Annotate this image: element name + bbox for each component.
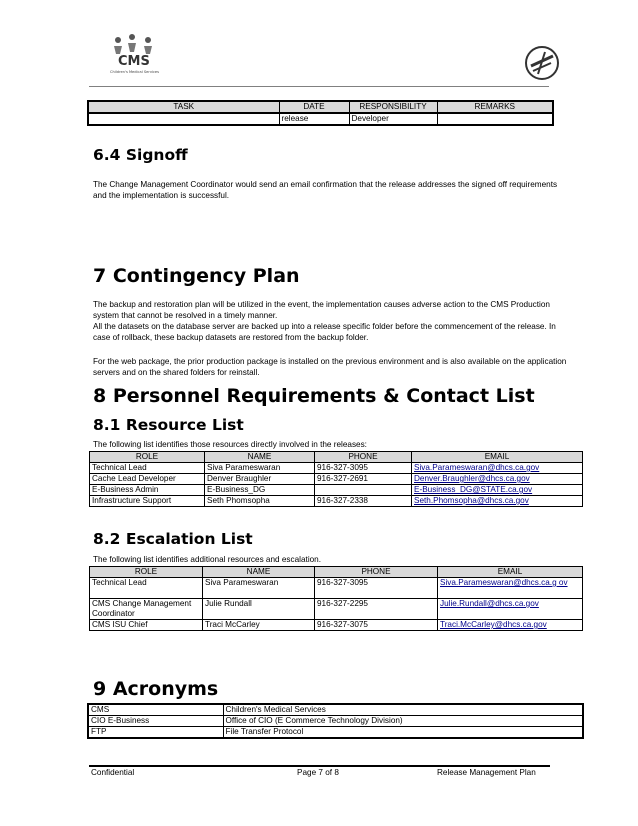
task-col-date: DATE (279, 101, 349, 113)
phone-cell: 916-327-2338 (315, 496, 412, 507)
name-cell: Seth Phomsopha (205, 496, 315, 507)
role-cell: CMS Change Management Coordinator (90, 599, 203, 620)
section-7-para-1: The backup and restoration plan will be utilized in the event, the implementation causes adverse action to the CMS Production system that cannot be resolved in a timely manner. (93, 300, 550, 320)
section-6-4-body: The Change Management Coordinator would send an email confirmation that the release addresses the signed off requirements and the implementation is successful. (93, 180, 558, 200)
name-cell: Traci McCarley (203, 620, 315, 631)
section-7-para-2: All the datasets on the database server are backed up into a release specific folder before the commencement of the release. In case of rollback, these backup datasets are restored from the backup folder. (93, 322, 556, 342)
email-link[interactable]: E-Business_DG@STATE.ca.gov (412, 485, 583, 496)
task-cell (88, 113, 279, 125)
definition-cell: Children's Medical Services (223, 704, 583, 716)
task-table-header (88, 101, 553, 113)
role-cell: Infrastructure Support (90, 496, 205, 507)
header-rule (89, 86, 549, 87)
email-link[interactable]: Siva.Parameswaran@dhcs.ca.gov (412, 463, 583, 474)
section-8-1-intro: The following list identifies those resources directly involved in the releases: (93, 440, 367, 449)
role-cell: Technical Lead (90, 578, 203, 599)
email-link[interactable]: Siva.Parameswaran@dhcs.ca.g ov (438, 578, 583, 599)
cms-logo-text: CMS (118, 54, 150, 69)
section-9-heading: 9 Acronyms (93, 678, 219, 700)
phone-cell: 916-327-2691 (315, 474, 412, 485)
task-col-task: TASK (88, 101, 279, 113)
resource-table-header (90, 452, 583, 463)
section-6-4-heading: 6.4 Signoff (93, 146, 188, 164)
resource-col-name: NAME (205, 452, 315, 463)
role-cell: CMS ISU Chief (90, 620, 203, 631)
section-8-2-intro: The following list identifies additional resources and escalation. (93, 555, 322, 564)
escalation-col-name: NAME (203, 567, 315, 578)
phone-cell: 916-327-3095 (315, 578, 438, 599)
section-8-heading: 8 Personnel Requirements & Contact List (93, 385, 535, 407)
table-row (90, 463, 583, 474)
resource-col-email: EMAIL (412, 452, 583, 463)
acronym-cell: CIO E-Business (88, 716, 223, 727)
cms-logo-graphic (104, 32, 164, 76)
acronym-cell: CMS (88, 704, 223, 716)
task-date-cell: release (279, 113, 349, 125)
table-row (90, 578, 583, 599)
table-row (90, 485, 583, 496)
acronyms-table (87, 703, 584, 739)
section-7-para-3: For the web package, the prior production package is installed on the previous environment and is also available on the application servers and on the shared folders for reinstall. (93, 357, 567, 377)
task-col-remarks: REMARKS (437, 101, 553, 113)
definition-cell: File Transfer Protocol (223, 727, 583, 739)
email-link[interactable]: Seth.Phomsopha@dhcs.ca.gov (412, 496, 583, 507)
table-row (88, 113, 553, 125)
task-col-responsibility: RESPONSIBILITY (349, 101, 437, 113)
footer-rule (89, 765, 550, 767)
email-link[interactable]: Julie.Rundall@dhcs.ca.gov (438, 599, 583, 620)
role-cell: E-Business Admin (90, 485, 205, 496)
resource-col-phone: PHONE (315, 452, 412, 463)
table-row (88, 727, 583, 739)
role-cell: Cache Lead Developer (90, 474, 205, 485)
phone-cell: 916-327-2295 (315, 599, 438, 620)
email-link[interactable]: Traci.McCarley@dhcs.ca.gov (438, 620, 583, 631)
name-cell: Denver Braughler (205, 474, 315, 485)
cms-logo-subtext: Children's Medical Services (110, 70, 160, 74)
escalation-col-email: EMAIL (438, 567, 583, 578)
section-8-2-heading: 8.2 Escalation List (93, 530, 253, 548)
task-table (87, 100, 554, 126)
name-cell: Siva Parameswaran (203, 578, 315, 599)
role-cell: Technical Lead (90, 463, 205, 474)
table-row (90, 599, 583, 620)
escalation-list-table (89, 566, 583, 631)
state-seal-logo (523, 44, 561, 82)
name-cell: Siva Parameswaran (205, 463, 315, 474)
name-cell: E-Business_DG (205, 485, 315, 496)
escalation-table-header (90, 567, 583, 578)
escalation-col-phone: PHONE (315, 567, 438, 578)
email-link[interactable]: Denver.Braughler@dhcs.ca.gov (412, 474, 583, 485)
page-number: Page 7 of 8 (297, 768, 339, 777)
footer-right: Release Management Plan (437, 768, 536, 777)
table-row (90, 620, 583, 631)
task-remarks-cell (437, 113, 553, 125)
footer-left: Confidential (91, 768, 135, 777)
cms-logo (104, 32, 164, 76)
escalation-col-role: ROLE (90, 567, 203, 578)
phone-cell (315, 485, 412, 496)
definition-cell: Office of CIO (E Commerce Technology Division) (223, 716, 583, 727)
table-row (90, 474, 583, 485)
section-8-1-heading: 8.1 Resource List (93, 416, 244, 434)
name-cell: Julie Rundall (203, 599, 315, 620)
resource-list-table (89, 451, 583, 507)
table-row (90, 496, 583, 507)
acronym-cell: FTP (88, 727, 223, 739)
phone-cell: 916-327-3075 (315, 620, 438, 631)
section-7-heading: 7 Contingency Plan (93, 265, 300, 287)
phone-cell: 916-327-3095 (315, 463, 412, 474)
table-row (88, 716, 583, 727)
resource-col-role: ROLE (90, 452, 205, 463)
table-row (88, 704, 583, 716)
task-responsibility-cell: Developer (349, 113, 437, 125)
